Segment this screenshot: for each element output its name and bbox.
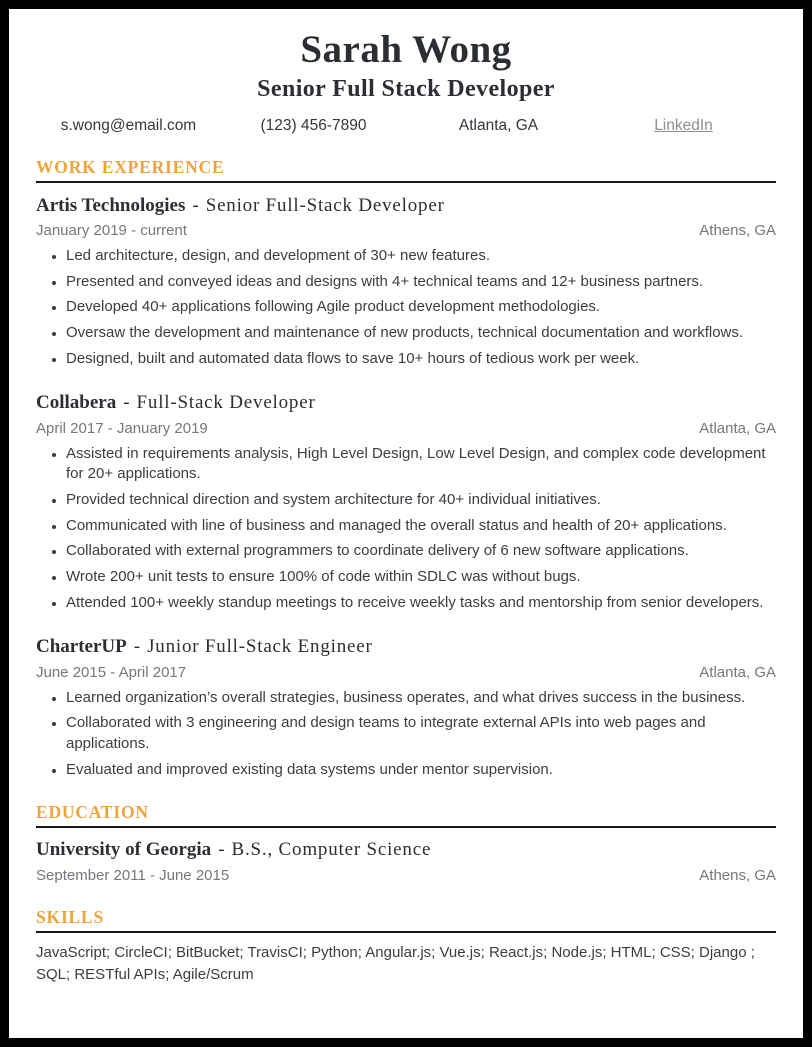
- job-bullet: • Communicated with line of business and managed the overall status and health of 20+ applications.: [66, 516, 776, 537]
- job-bullet: • Wrote 200+ unit tests to ensure 100% of code within SDLC was without bugs.: [66, 567, 776, 588]
- job-title-line: [36, 391, 776, 416]
- job-dates: June 2015 - April 2017: [36, 664, 187, 681]
- company-name: CharterUP: [36, 636, 127, 658]
- job-location: Atlanta, GA: [699, 664, 776, 681]
- company-name: Collabera: [36, 392, 117, 414]
- degree: B.S., Computer Science: [231, 839, 432, 861]
- job-bullet-list: [36, 444, 776, 614]
- job-bullet-list: [36, 246, 776, 369]
- job-entry-artis: [36, 194, 776, 370]
- contact-email: s.wong@email.com: [60, 116, 197, 134]
- job-bullet: • Assisted in requirements analysis, High Level Design, Low Level Design, and complex code development for 20+ applications.: [66, 444, 776, 485]
- school-name: University of Georgia: [36, 839, 212, 861]
- job-bullet: • Collaborated with 3 engineering and design teams to integrate external APIs into web pages and applications.: [66, 713, 776, 754]
- job-bullet: • Attended 100+ weekly standup meetings to receive weekly tasks and mentorship from senior developers.: [66, 593, 776, 614]
- section-divider: [36, 931, 776, 933]
- job-bullet: • Developed 40+ applications following Agile product development methodologies.: [66, 297, 776, 318]
- linkedin-link[interactable]: LinkedIn: [654, 116, 713, 134]
- education-title-line: [36, 838, 776, 863]
- job-title-line: [36, 194, 776, 219]
- work-experience-heading: WORK EXPERIENCE: [36, 156, 225, 177]
- education-dates: September 2011 - June 2015: [36, 866, 230, 884]
- job-bullet: • Led architecture, design, and development of 30+ new features.: [66, 246, 776, 267]
- title-separator: -: [218, 839, 225, 861]
- education-meta-row: [36, 866, 776, 886]
- job-title-line: [36, 635, 776, 660]
- job-location: Athens, GA: [699, 222, 776, 240]
- job-bullet: • Learned organization’s overall strategies, business operates, and what drives success in the business.: [66, 688, 776, 709]
- job-meta-row: [36, 419, 776, 439]
- job-bullet: • Oversaw the development and maintenance of new products, technical documentation and workflows.: [66, 323, 776, 344]
- job-entry-charterup: [36, 635, 776, 780]
- job-bullet: • Provided technical direction and system architecture for 40+ individual initiatives.: [66, 490, 776, 511]
- candidate-name: Sarah Wong: [300, 28, 512, 71]
- job-role: Senior Full-Stack Developer: [205, 194, 445, 216]
- job-dates: January 2019 - current: [36, 222, 187, 240]
- contact-row: [36, 117, 776, 135]
- job-entry-collabera: [36, 391, 776, 613]
- resume-header: [36, 29, 776, 135]
- title-separator: -: [133, 636, 141, 658]
- company-name: Artis Technologies: [36, 194, 186, 216]
- job-location: Atlanta, GA: [699, 420, 776, 437]
- candidate-headline: Senior Full Stack Developer: [257, 75, 555, 102]
- contact-phone: (123) 456-7890: [260, 116, 367, 134]
- job-meta-row: [36, 663, 776, 683]
- work-experience-section: [36, 157, 776, 781]
- title-separator: -: [123, 392, 130, 414]
- contact-location: Atlanta, GA: [458, 116, 539, 134]
- skills-list: JavaScript; CircleCI; BitBucket; TravisCI; Python; Angular.js; Vue.js; React.js; Node.js; HTML; CSS; Django ; SQL; RESTful APIs; Agile/Scrum: [36, 944, 755, 984]
- job-bullet: • Collaborated with external programmers to coordinate delivery of 6 new software applications.: [66, 541, 776, 562]
- title-separator: -: [192, 194, 199, 216]
- education-location: Athens, GA: [699, 866, 776, 884]
- job-dates: April 2017 - January 2019: [36, 420, 208, 437]
- job-role: Junior Full-Stack Engineer: [147, 636, 373, 658]
- section-divider: [36, 181, 776, 183]
- job-bullet: • Evaluated and improved existing data systems under mentor supervision.: [66, 760, 776, 781]
- job-role: Full-Stack Developer: [136, 392, 316, 414]
- education-entry: [36, 838, 776, 885]
- section-divider: [36, 826, 776, 828]
- skills-heading: SKILLS: [36, 907, 105, 928]
- job-bullet: • Presented and conveyed ideas and designs with 4+ technical teams and 12+ business partners.: [66, 272, 776, 293]
- job-meta-row: [36, 221, 776, 241]
- job-bullet-list: [36, 688, 776, 781]
- job-bullet: • Designed, built and automated data flows to save 10+ hours of tedious work per week.: [66, 349, 776, 370]
- skills-section: [36, 907, 776, 986]
- education-section: [36, 802, 776, 885]
- education-heading: EDUCATION: [36, 802, 149, 823]
